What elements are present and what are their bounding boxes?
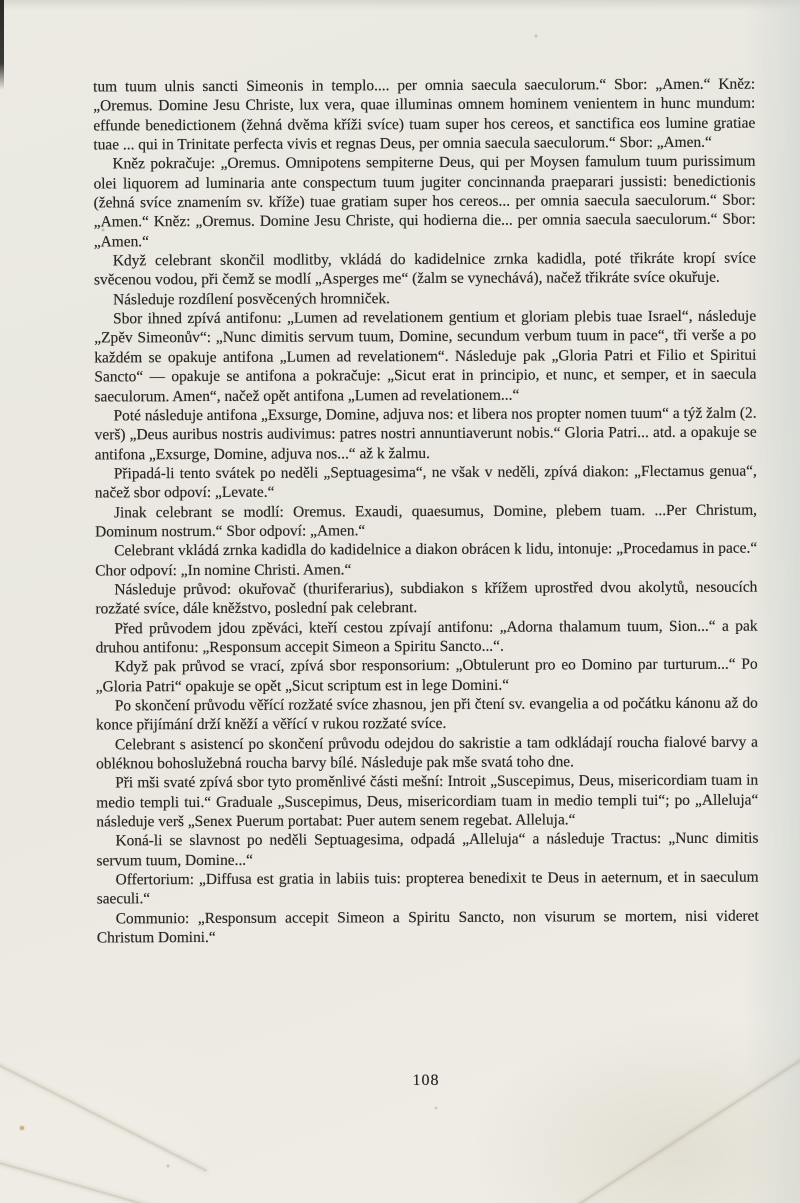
paragraph: tum tuum ulnis sancti Simeonis in templo.... per omnia saecula saeculorum.“ Sbor: „Amen.“ Kněz: „Oremus. Domine Jesu Christe, lux vera, quae illuminas omnem hominem venientem in hunc mundum: effunde benedictionem (žehná dvěma kříži svíce) tuam super hos cereos, et sanctifica eos lumine gratiae tuae ... qui in Trinitate perfecta vivis et regnas Deus, per omnia saecula saeculorum.“ Sbor: „Amen.“ xyxy=(93,75,756,154)
paragraph: Sbor ihned zpívá antifonu: „Lumen ad revelationem gentium et gloriam plebis tuae Israel“, následuje „Zpěv Simeonův“: „Nunc dimitis servum tuum, Domine, secundum verbum tuum in pace“, tři verše a po každém se opakuje antifona „Lumen ad revelationem“. Následuje pak „Gloria Patri et Filio et Spiritui Sancto“ — opakuje se antifona a pokračuje: „Sicut erat in principio, et nunc, et semper, et in saecula saeculorum. Amen“, načež opět antifona „Lumen ad revelationem...“ xyxy=(94,307,757,405)
paragraph: Následuje rozdílení posvěcených hromniček. xyxy=(113,289,391,309)
scan-edge-artifact xyxy=(0,0,4,90)
page-number: 108 xyxy=(412,1072,440,1089)
paragraph: Poté následuje antifona „Exsurge, Domine, adjuva nos: et libera nos propter nomen tuum“ a týž žalm (2. verš) „Deus auribus nostris audivimus: patres nostri annuntiaverunt nobis.“ Gloria Patri... atd. a opakuje se antifona „Exsurge, Domine, adjuva nos...“ až k žalmu. xyxy=(94,404,757,463)
paragraph: Offertorium: „Diffusa est gratia in labiis tuis: propterea benedixit te Deus in aeternum, et in saeculum saeculi.“ xyxy=(96,868,759,908)
paragraph: Celebrant s asistencí po skončení průvodu odejdou do sakristie a tam odkládají roucha fialové barvy a obléknou bohoslužebná roucha barvy bílé. Následuje pak mše svatá toho dne. xyxy=(96,733,759,773)
paragraph: Celebrant vkládá zrnka kadidla do kadidelnice a diakon obrácen k lidu, intonuje: „Procedamus in pace.“ Chor odpoví: „In nomine Christi. Amen.“ xyxy=(95,539,758,580)
paragraph: Koná-li se slavnost po neděli Septuagesima, odpadá „Alleluja“ a následuje Tractus: „Nunc dimitis servum tuum, Domine...“ xyxy=(96,829,759,870)
paragraph: Když pak průvod se vrací, zpívá sbor responsorium: „Obtulerunt pro eo Domino par turturum...“ Po „Gloria Patri“ opakuje se opět „Sicut scriptum est in lege Domini.“ xyxy=(95,655,758,696)
paragraph: Communio: „Responsum accepit Simeon a Spiritu Sancto, non visurum se mortem, nisi videret Christum Domini.“ xyxy=(96,907,759,947)
paragraph: Po skončení průvodu věřící rozžaté svíce zhasnou, jen při čtení sv. evangelia a od počátku kánonu až do konce přijímání drží kněží a věřící v rukou rozžaté svíce. xyxy=(95,694,758,734)
paragraph: Při mši svaté zpívá sbor tyto proměnlivé části mešní: Introit „Suscepimus, Deus, misericordiam tuam in medio templi tui.“ Graduale „Suscepimus, Deus, misericordiam tuam in medio templi tui“; po „Alleluja“ následuje verš „Senex Puerum portabat: Puer autem senem regebat. Alleluja.“ xyxy=(96,771,759,831)
paper-crease xyxy=(0,1157,176,1203)
paragraph: Když celebrant skončil modlitby, vkládá do kadidelnice zrnka kadidla, poté třikráte kropí svíce svěcenou vodou, při čemž se modlí „Asperges me“ (žalm se vynechává), načež třikráte svíce okuřuje. xyxy=(93,249,756,289)
paragraph: Následuje průvod: okuřovač (thuriferarius), subdiakon s křížem uprostřed dvou akolytů, nesoucích rozžaté svíce, dále kněžstvo, poslední pak celebrant. xyxy=(95,578,758,618)
page-text xyxy=(93,75,759,948)
paragraph: Jinak celebrant se modlí: Oremus. Exaudi, quaesumus, Domine, plebem tuam. ...Per Christum, Dominum nostrum.“ Sbor odpoví: „Amen.“ xyxy=(95,501,758,541)
paragraph: Připadá-li tento svátek po neděli „Septuagesima“, ne však v neděli, zpívá diakon: „Flectamus genua“, načež sbor odpoví: „Levate.“ xyxy=(94,462,757,502)
paragraph: Před průvodem jdou zpěváci, kteří cestou zpívají antifonu: „Adorna thalamum tuum, Sion...“ a pak druhou antifonu: „Responsum accepit Simeon a Spiritu Sancto...“. xyxy=(95,617,758,657)
paragraph: Kněz pokračuje: „Oremus. Omnipotens sempiterne Deus, qui per Moysen famulum tuum purissimum olei liquorem ad luminaria ante conspectum tuum jugiter concinnanda praeparari jussisti: benedictionis (žehná svíce znamením sv. kříže) tuae gratiam super hos cereos... per omnia saecula saeculorum.“ Sbor: „Amen.“ Kněz: „Oremus. Domine Jesu Christe, qui hodierna die... per omnia saecula saeculorum.“ Sbor: „Amen.“ xyxy=(93,152,756,251)
